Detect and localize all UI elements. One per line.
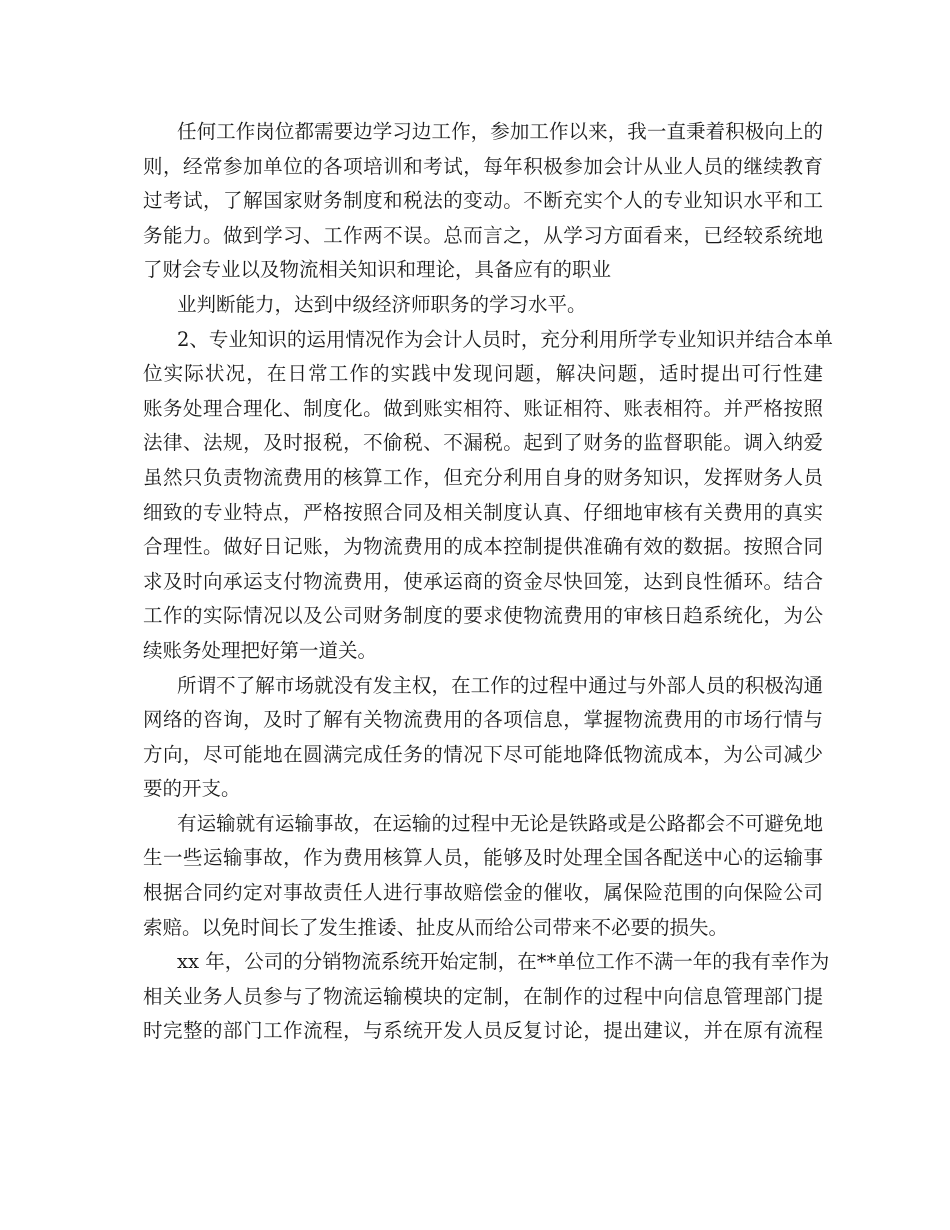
- text-line: 有运输就有运输事故，在运输的过程中无论是铁路或是公路都会不可避免地: [177, 811, 823, 835]
- text-line: 续账务处理把好第一道关。: [143, 638, 378, 662]
- text-line: 索赔。以免时间长了发生推诿、扯皮从而给公司带来不必要的损失。: [143, 915, 729, 939]
- text-line: 合理性。做好日记账，为物流费用的成本控制提供准确有效的数据。按照合同: [143, 535, 823, 559]
- text-line: 所谓不了解市场就没有发主权，在工作的过程中通过与外部人员的积极沟通: [177, 673, 823, 697]
- text-line: 工作的实际情况以及公司财务制度的要求使物流费用的审核日趋系统化，为公: [143, 604, 823, 628]
- text-line: 要的开支。: [143, 777, 241, 801]
- text-line: 虽然只负责物流费用的核算工作，但充分利用自身的财务知识，发挥财务人员: [143, 465, 823, 489]
- text-line: xx 年，公司的分销物流系统开始定制，在**单位工作不满一年的我有幸作为: [177, 950, 830, 974]
- text-line: 账务处理合理化、制度化。做到账实相符、账证相符、账表相符。并严格按照: [143, 396, 823, 420]
- text-line: 2、专业知识的运用情况作为会计人员时，充分利用所学专业知识并结合本单: [177, 327, 833, 351]
- text-line: 方向，尽可能地在圆满完成任务的情况下尽可能地降低物流成本，为公司减少: [143, 742, 823, 766]
- document-body: [143, 115, 833, 1049]
- text-line: 法律、法规，及时报税，不偷税、不漏税。起到了财务的监督职能。调入纳爱: [143, 431, 823, 455]
- text-line: 时完整的部门工作流程，与系统开发人员反复讨论，提出建议，并在原有流程: [143, 1019, 823, 1043]
- text-line: 过考试，了解国家财务制度和税法的变动。不断充实个人的专业知识水平和工: [143, 189, 823, 213]
- text-line: 求及时向承运支付物流费用，使承运商的资金尽快回笼，达到良性循环。结合: [143, 569, 823, 593]
- text-line: 务能力。做到学习、工作两不误。总而言之，从学习方面看来，已经较系统地: [143, 223, 823, 247]
- text-line: 根据合同约定对事故责任人进行事故赔偿金的催收，属保险范围的向保险公司: [143, 881, 823, 905]
- text-line: 则，经常参加单位的各项培训和考试，每年积极参加会计从业人员的继续教育: [143, 154, 823, 178]
- text-line: 了财会专业以及物流相关知识和理论，具备应有的职业: [143, 258, 612, 282]
- text-line: 业判断能力，达到中级经济师职务的学习水平。: [177, 292, 587, 316]
- text-line: 任何工作岗位都需要边学习边工作，参加工作以来，我一直秉着积极向上的: [177, 120, 823, 143]
- text-line: 相关业务人员参与了物流运输模块的定制，在制作的过程中向信息管理部门提: [143, 984, 823, 1008]
- text-line: 细致的专业特点，严格按照合同及相关制度认真、仔细地审核有关费用的真实: [143, 500, 823, 524]
- text-line: 网络的咨询，及时了解有关物流费用的各项信息，掌握物流费用的市场行情与: [143, 708, 823, 732]
- text-line: 位实际状况，在日常工作的实践中发现问题，解决问题，适时提出可行性建: [143, 362, 823, 386]
- text-line: 生一些运输事故，作为费用核算人员，能够及时处理全国各配送中心的运输事: [143, 846, 823, 870]
